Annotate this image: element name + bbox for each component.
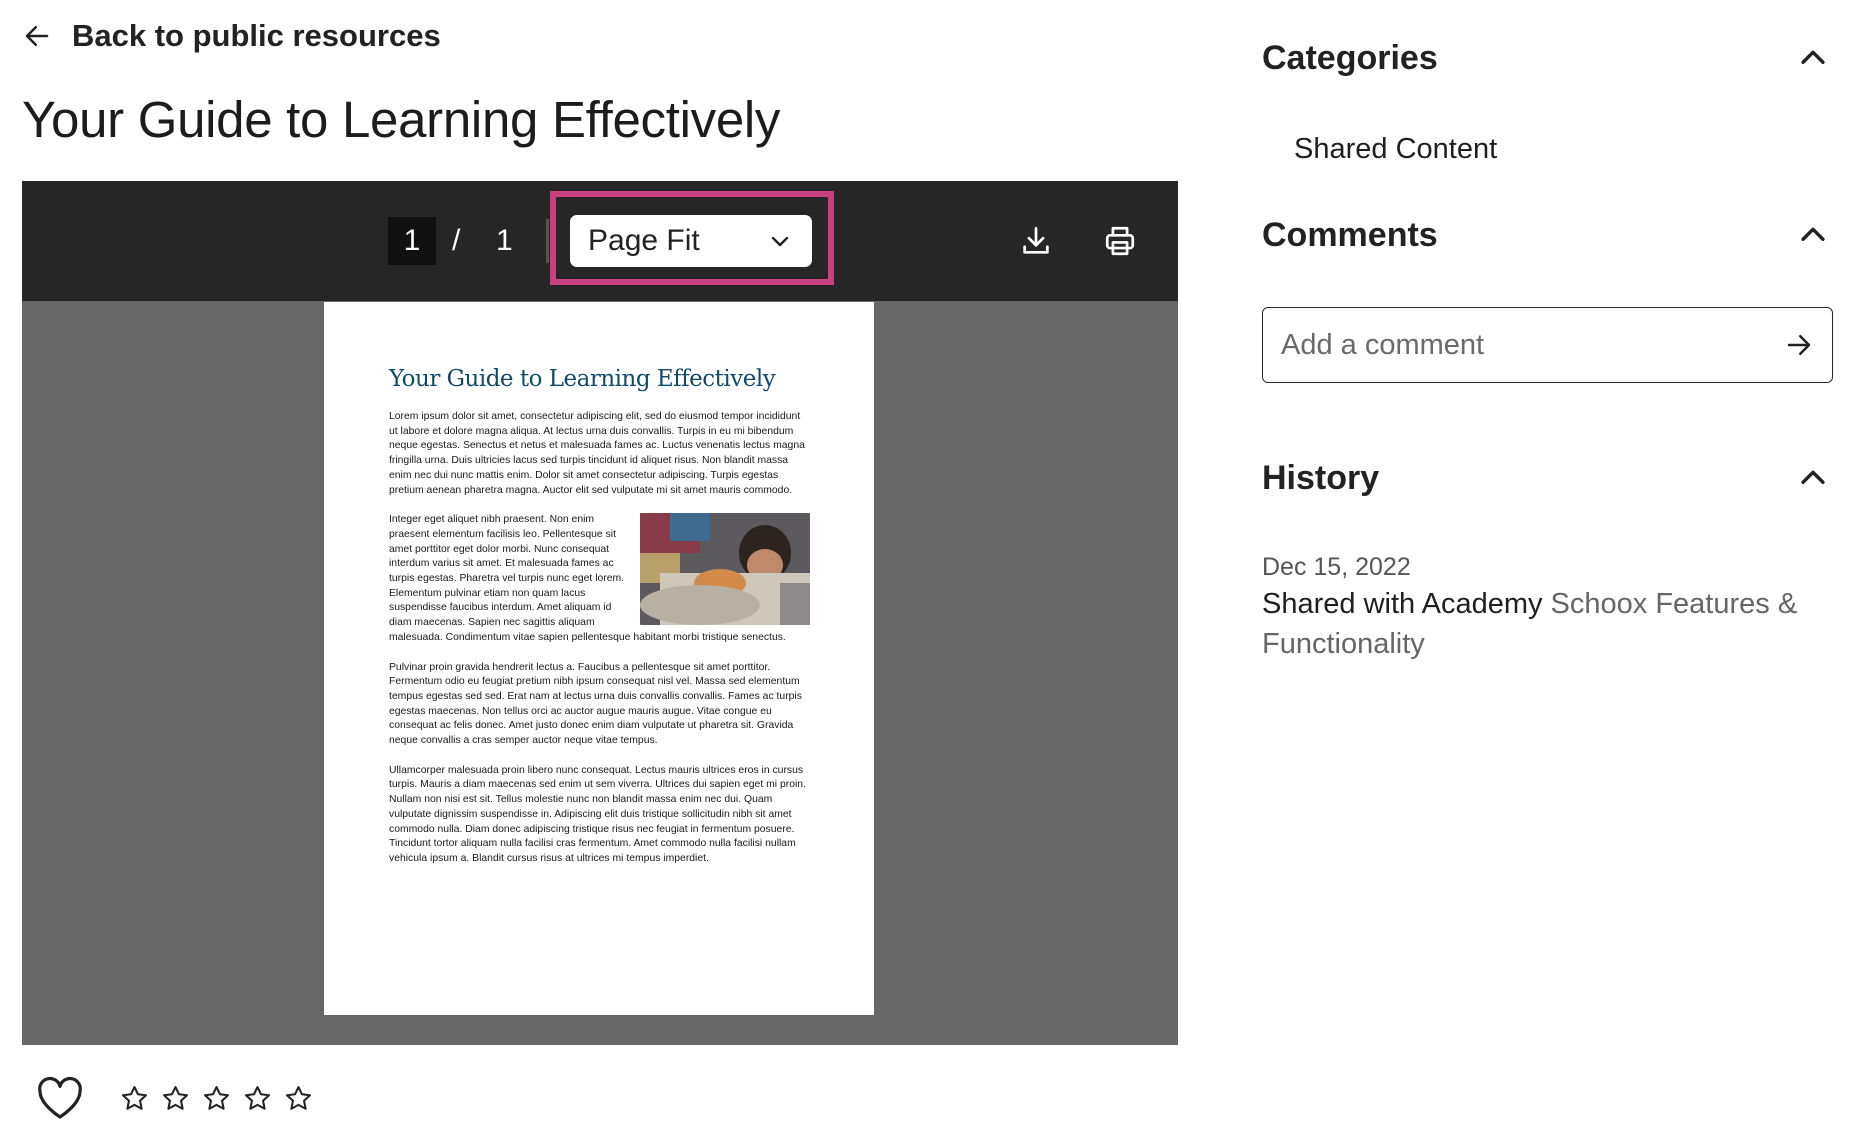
chevron-up-icon [1796,41,1830,75]
categories-title: Categories [1262,38,1438,77]
document-paragraph: Pulvinar proin gravida hendrerit lectus a. Faucibus a pellentesque sit amet porttitor. Fermentum odio eu feugiat pretium nibh ipsum consequat nisl vel. Massa sed elementum tempus egestas sed sed. Erat nam at lectus urna duis convallis convallis. Fames ac turpis egestas maecenas. Non tellus orci ac auctor augue mauris augue. Vitae congue eu consequat ac felis donec. Amet justo donec enim diam vulputate ut pharetra sit. Gravida neque convallis a cras semper auctor neque vitae tempus. [389,661,802,747]
history-entry-date: Dec 15, 2022 [1262,553,1411,581]
star-icon[interactable] [284,1084,313,1113]
comment-box [1262,307,1833,383]
document-paragraph: Integer eget aliquet nibh praesent. Non enim praesent elementum facilisis leo. Pellentesque sit amet porttitor eget dolor morbi. Nunc consequat interdum varius sit amet. Et malesuada fames ac turpis egestas. Pharetra vel turpis nunc eget lorem. Elementum pulvinar etiam non quam lacus suspendisse faucibus interdum. Amet aliquam id diam maecenas. Sapien nec sagittis aliquam malesuada. Condimentum vitae sapien pellentesque habitant morbi tristique senectus. [389,514,786,643]
zoom-select-value: Page Fit [588,224,700,257]
star-icon[interactable] [161,1084,190,1113]
download-icon [1019,224,1053,258]
arrow-right-icon[interactable] [1784,330,1814,360]
comments-section-header[interactable] [1262,213,1830,257]
print-icon [1103,224,1137,258]
history-entry-link[interactable]: Schoox Features & Functionality [1262,588,1798,660]
star-rating [120,1084,313,1113]
chevron-down-icon [768,229,792,253]
back-link[interactable] [22,14,441,58]
total-pages: 1 [496,224,513,257]
reactions-row [36,1075,313,1121]
download-button[interactable] [1014,219,1058,263]
comment-input[interactable] [1281,329,1761,362]
current-page-input[interactable]: 1 [388,217,436,265]
history-section-header[interactable] [1262,456,1830,500]
arrow-left-icon [22,21,52,51]
history-title: History [1262,458,1380,497]
category-item-shared-content[interactable]: Shared Content [1294,133,1498,165]
document-viewer [22,181,1178,1045]
star-icon[interactable] [243,1084,272,1113]
comments-title: Comments [1262,215,1438,254]
document-photo [640,513,810,625]
document-heading: Your Guide to Learning Effectively [389,366,776,392]
document-paragraph: Ullamcorper malesuada proin libero nunc consequat. Lectus mauris ultrices eros in cursus turpis. Mauris a diam maecenas sed enim ut sem viverra. Ultrices dui sapien eget mi proin. Nullam non nisi est sit. Tellus molestie nunc non blandit massa enim nec dui. Quam vulputate dignissim suspendisse in. Adipiscing elit duis tristique sollicitudin nibh sit amet commodo nulla. Diam donec adipiscing tristique risus nec feugiat in fermentum posuere. Tincidunt tortor aliquam nulla facilisi cras fermentum. Amet commodo nulla facilisi nullam vehicula ipsum a. Blandit cursus risus at ultrices mi tempus imperdiet. [389,764,806,864]
page-title: Your Guide to Learning Effectively [22,91,781,148]
zoom-select[interactable] [570,215,812,267]
heart-icon[interactable] [36,1076,84,1120]
print-button[interactable] [1098,219,1142,263]
star-icon[interactable] [202,1084,231,1113]
page-separator: / [452,224,461,257]
document-page [324,302,874,1015]
history-entry [1262,584,1822,664]
document-paragraph: Lorem ipsum dolor sit amet, consectetur adipiscing elit, sed do eiusmod tempor incididunt ut labore et dolore magna aliqua. At lectus urna duis convallis. Turpis in eu mi bibendum neque egestas. Senectus et netus et malesuada fames ac. Luctus venenatis lectus magna fringilla urna. Duis ultricies lacus sed turpis tincidunt id aliquet risus. Non blandit massa enim nec dui nunc mattis enim. Dolor sit amet consectetur adipiscing. Turpis egestas pretium aenean pharetra magna. Auctor elit sed vulputate mi sit amet mauris commodo. [389,411,805,496]
star-icon[interactable] [120,1084,149,1113]
toolbar-divider [546,219,549,263]
categories-section-header[interactable] [1262,36,1830,80]
viewer-toolbar [22,181,1178,301]
history-entry-text: Shared with Academy [1262,588,1543,620]
chevron-up-icon [1796,218,1830,252]
back-link-label: Back to public resources [72,18,441,53]
chevron-up-icon [1796,461,1830,495]
